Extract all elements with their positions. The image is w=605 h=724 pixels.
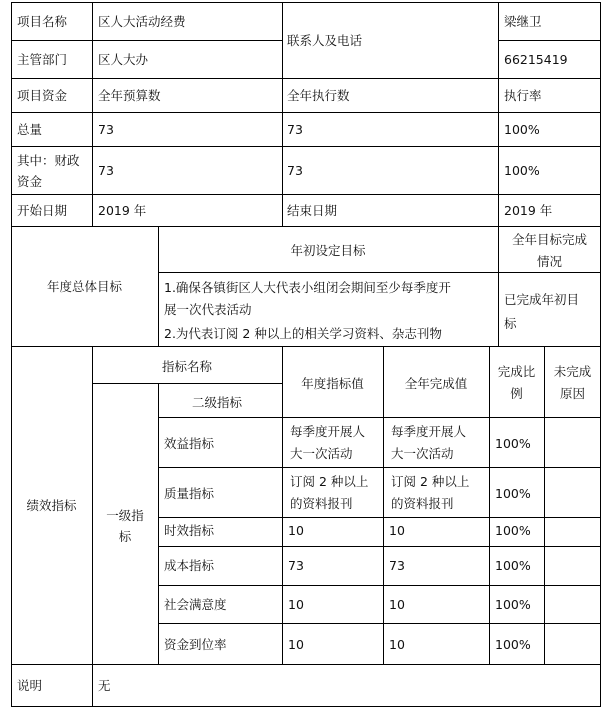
- end-date-value: 2019 年: [504, 203, 553, 218]
- total-exec: 73: [287, 122, 303, 137]
- rule: [92, 2, 93, 226]
- level1-label-line2: 标: [118, 529, 132, 544]
- start-date-label: 开始日期: [17, 203, 68, 218]
- goal-item-line2: 展一次代表活动: [164, 302, 252, 317]
- fiscal-label-line1: 其中：财政: [17, 153, 80, 168]
- contact-label: 联系人及电话: [287, 33, 363, 48]
- indicator-name: 资金到位率: [164, 637, 227, 652]
- indicator-name: 质量指标: [164, 486, 215, 501]
- indicator-done: 10: [389, 523, 405, 538]
- note-value: 无: [98, 678, 111, 693]
- rule: [282, 2, 283, 226]
- rule: [11, 146, 601, 147]
- indicator-target-line2: 的资料报刊: [290, 496, 353, 511]
- annual-goal-label: 年度总体目标: [46, 279, 122, 294]
- goal-item-line1: 1.确保各镇街区人大代表小组闭会期间至少每季度开: [164, 280, 451, 295]
- indicator-done-line2: 大一次活动: [391, 446, 454, 461]
- funds-label: 项目资金: [17, 88, 68, 103]
- contact-name-value: 梁继卫: [504, 14, 542, 29]
- rule: [158, 467, 601, 468]
- goal-item-line3: 2.为代表订阅 2 种以上的相关学习资料、杂志刊物: [164, 326, 442, 341]
- budget-label: 全年预算数: [98, 88, 161, 103]
- rule: [11, 40, 282, 41]
- indicator-name-label: 指标名称: [161, 359, 212, 374]
- fiscal-exec: 73: [287, 163, 303, 178]
- indicator-ratio: 100%: [495, 558, 531, 573]
- indicator-ratio: 100%: [495, 523, 531, 538]
- perf-label: 绩效指标: [26, 498, 77, 513]
- rule: [158, 517, 601, 518]
- level1-label-line1: 一级指: [106, 508, 144, 523]
- rule: [158, 417, 601, 418]
- indicator-ratio: 100%: [495, 436, 531, 451]
- fiscal-budget: 73: [98, 163, 114, 178]
- ratio-label-line1: 完成比: [497, 364, 536, 379]
- rule: [11, 346, 601, 347]
- rule: [92, 664, 93, 706]
- rule: [11, 194, 601, 195]
- indicator-target-line1: 每季度开展人: [290, 424, 366, 439]
- rule: [92, 383, 282, 384]
- indicator-name: 社会满意度: [164, 597, 227, 612]
- indicator-target: 10: [288, 637, 304, 652]
- rule: [11, 112, 601, 113]
- fiscal-label-line2: 资金: [17, 174, 43, 189]
- note-label: 说明: [17, 678, 43, 693]
- indicator-target: 73: [288, 558, 304, 573]
- rule: [11, 2, 12, 707]
- phone-value: 66215419: [504, 52, 568, 67]
- total-label: 总量: [17, 122, 43, 137]
- rule: [282, 346, 283, 664]
- project-name-label: 项目名称: [17, 14, 68, 29]
- indicator-name: 效益指标: [164, 436, 215, 451]
- indicator-done: 10: [389, 597, 405, 612]
- exec-label: 全年执行数: [287, 88, 350, 103]
- dept-value: 区人大办: [98, 52, 149, 67]
- rule: [11, 226, 601, 227]
- rule: [383, 346, 384, 664]
- fiscal-rate: 100%: [504, 163, 540, 178]
- rule: [600, 2, 601, 707]
- indicator-done-line2: 的资料报刊: [391, 496, 454, 511]
- indicator-ratio: 100%: [495, 597, 531, 612]
- indicator-name: 时效指标: [164, 523, 215, 538]
- rule: [11, 2, 601, 3]
- rule: [158, 546, 601, 547]
- rule: [158, 623, 601, 624]
- indicator-target-line2: 大一次活动: [290, 446, 353, 461]
- total-budget: 73: [98, 122, 114, 137]
- indicator-ratio: 100%: [495, 637, 531, 652]
- rule: [158, 383, 159, 664]
- reason-label-line1: 未完成: [553, 364, 592, 379]
- ratio-label-line2: 例: [510, 386, 523, 401]
- indicator-done: 10: [389, 637, 405, 652]
- performance-table: [11, 2, 601, 718]
- rule: [11, 664, 601, 665]
- indicator-done: 73: [389, 558, 405, 573]
- rule: [11, 78, 601, 79]
- indicator-done-line1: 每季度开展人: [391, 424, 467, 439]
- initial-goal-label: 年初设定目标: [290, 243, 366, 258]
- goal-status-label-line1: 全年目标完成: [511, 232, 587, 247]
- rule: [498, 2, 499, 346]
- rule: [158, 585, 601, 586]
- dept-label: 主管部门: [17, 52, 68, 67]
- total-rate: 100%: [504, 122, 540, 137]
- goal-status-line1: 已完成年初目: [504, 292, 580, 307]
- level2-label: 二级指标: [192, 395, 243, 410]
- indicator-ratio: 100%: [495, 486, 531, 501]
- start-date-value: 2019 年: [98, 203, 147, 218]
- indicator-target: 10: [288, 523, 304, 538]
- indicator-target: 10: [288, 597, 304, 612]
- annual-done-label: 全年完成值: [404, 376, 468, 391]
- rule: [92, 346, 93, 664]
- indicator-target-line1: 订阅 2 种以上: [290, 474, 369, 489]
- project-name-value: 区人大活动经费: [98, 14, 186, 29]
- end-date-label: 结束日期: [287, 203, 338, 218]
- rule: [498, 40, 601, 41]
- rule: [11, 706, 601, 707]
- annual-target-label: 年度指标值: [301, 376, 364, 391]
- goal-status-label-line2: 情况: [536, 254, 562, 269]
- rule: [158, 272, 601, 273]
- indicator-done-line1: 订阅 2 种以上: [391, 474, 470, 489]
- rate-label: 执行率: [504, 88, 542, 103]
- indicator-name: 成本指标: [164, 558, 215, 573]
- goal-status-line2: 标: [504, 316, 517, 331]
- reason-label-line2: 原因: [559, 386, 585, 401]
